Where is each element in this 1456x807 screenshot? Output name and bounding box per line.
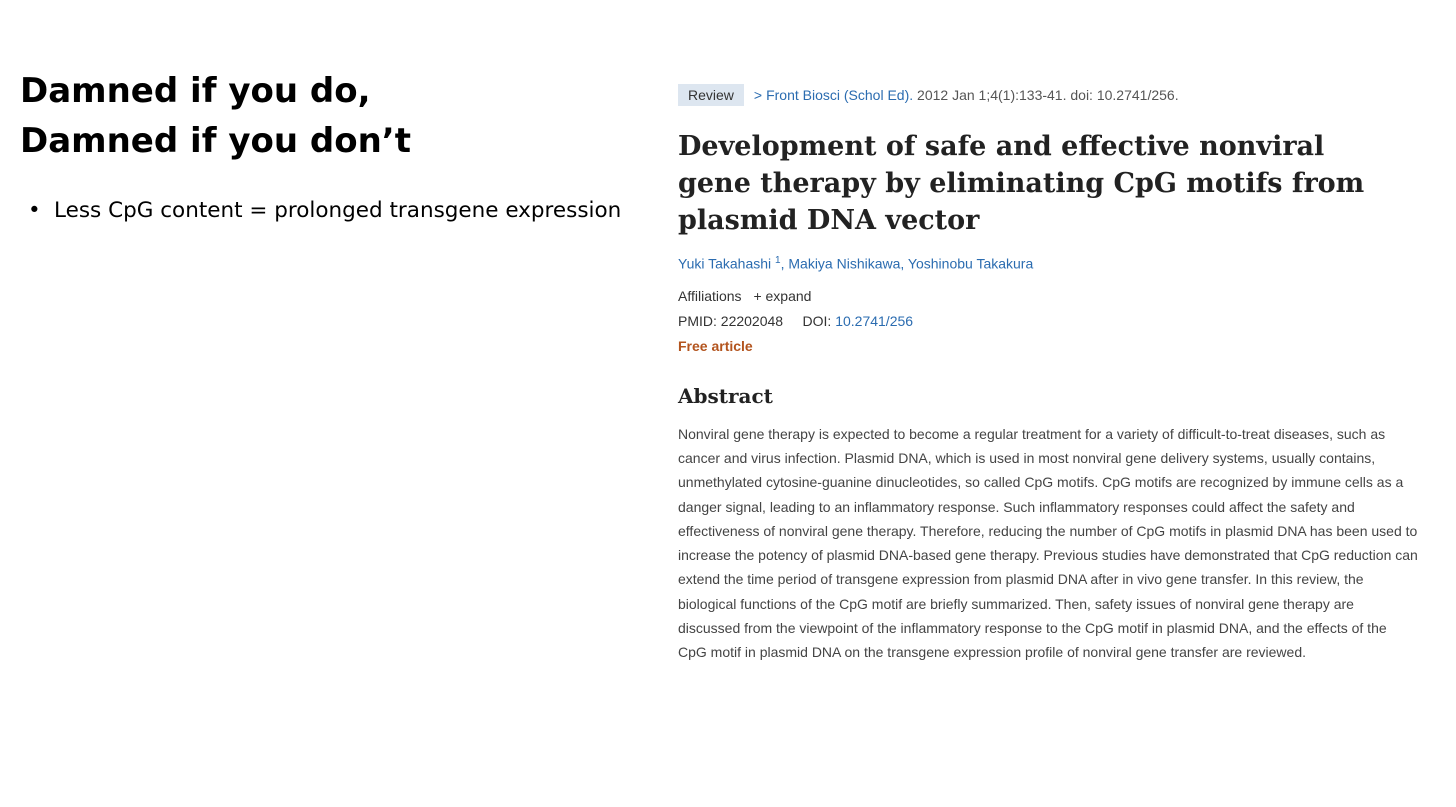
slide-title bbox=[20, 66, 620, 166]
doi-link[interactable]: 10.2741/256 bbox=[835, 312, 914, 329]
article-title: Development of safe and effective nonviral gene therapy by eliminating CpG motifs from plasmid DNA vector bbox=[678, 131, 1365, 236]
doi-label: DOI: bbox=[802, 312, 832, 329]
affiliations-row bbox=[678, 288, 1428, 304]
slide-title-line-2: Damned if you don’t bbox=[20, 121, 411, 161]
slide-title-line-1: Damned if you do, bbox=[20, 71, 371, 111]
bullet-text: Less CpG content = prolonged transgene expression bbox=[54, 198, 622, 223]
pmid-label: PMID: 22202048 bbox=[678, 312, 784, 329]
journal-link[interactable]: Front Biosci (Schol Ed). bbox=[766, 87, 914, 103]
affiliation-marker[interactable]: 1 bbox=[775, 255, 781, 266]
author-link[interactable]: Yuki Takahashi bbox=[678, 255, 772, 272]
citation-text: 2012 Jan 1;4(1):133-41. doi: 10.2741/256. bbox=[917, 87, 1179, 103]
article-screenshot bbox=[678, 82, 1428, 665]
identifiers-row bbox=[678, 313, 1428, 329]
bullet-icon: • bbox=[28, 198, 41, 223]
review-badge: Review bbox=[678, 84, 744, 106]
chevron-right-icon: > bbox=[753, 87, 763, 103]
expand-button[interactable]: + expand bbox=[753, 287, 812, 304]
article-meta-row bbox=[678, 82, 1428, 108]
affiliations-label: Affiliations bbox=[678, 287, 742, 304]
free-article-label: Free article bbox=[678, 337, 753, 354]
abstract-heading: Abstract bbox=[678, 383, 773, 408]
author-links-rest[interactable]: , Makiya Nishikawa, Yoshinobu Takakura bbox=[780, 255, 1034, 272]
abstract-text: Nonviral gene therapy is expected to become a regular treatment for a variety of difficult-to-treat diseases, such as cancer and virus infection. Plasmid DNA, which is used in most nonviral gene delivery systems, usually contains, unmethylated cytosine-guanine dinucleotides, so called CpG motifs. CpG motifs are recognized by immune cells as a danger signal, leading to an inflammatory response. Such inflammatory responses could affect the safety and effectiveness of nonviral gene therapy. Therefore, reducing the number of CpG motifs in plasmid DNA has been used to increase the potency of plasmid DNA-based gene therapy. Previous studies have demonstrated that CpG reduction can extend the time period of transgene expression from plasmid DNA after in vivo gene transfer. In this review, the biological functions of the CpG motif are briefly summarized. Then, safety issues of nonviral gene therapy are discussed from the viewpoint of the inflammatory response to the CpG motif in plasmid DNA, and the effects of the CpG motif in plasmid DNA on the transgene expression profile of nonviral gene transfer are reviewed. bbox=[678, 425, 1418, 661]
bullet-item bbox=[28, 198, 648, 223]
author-list bbox=[678, 255, 1428, 272]
